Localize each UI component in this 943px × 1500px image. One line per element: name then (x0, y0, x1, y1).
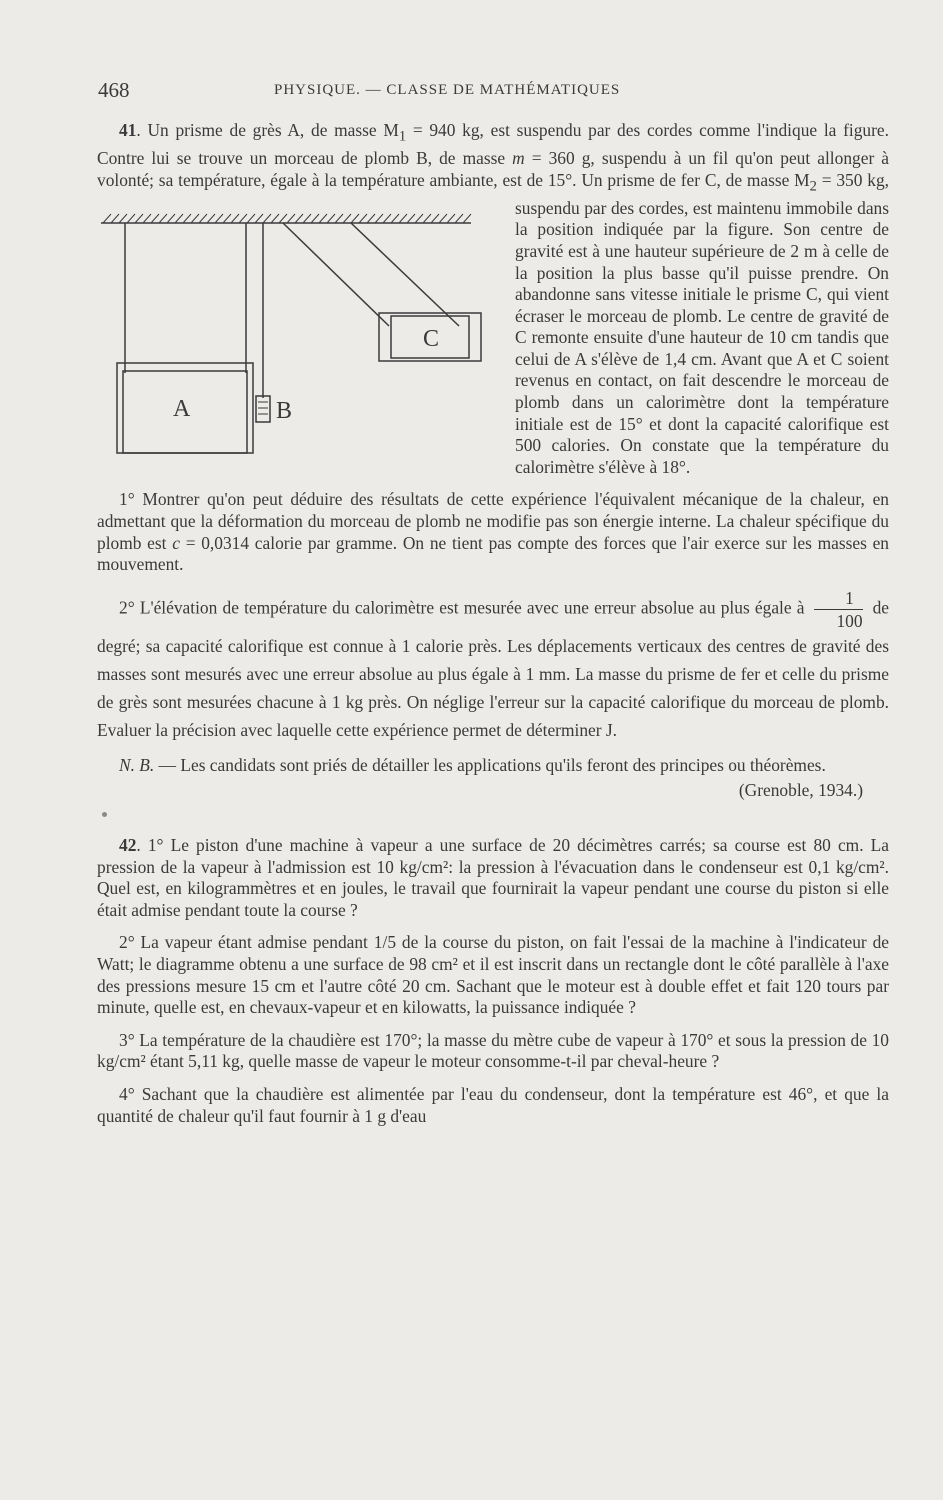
problem-41-text-c: = 360 g, suspendu à un fil qu'on peut allonger à volonté; sa température, égale à la température ambiante, est de 15°. Un prisme de fer C, de masse M (97, 148, 890, 190)
q1-text-a: 1° Montrer qu'on peut déduire des résultats de cette expérience l'équivalent mécanique de la chaleur, en admettant que la déformation du morceau de plomb ne modifie pas son énergie interne. La chaleur spécifique du plomb est (97, 489, 889, 553)
label-b: B (276, 397, 293, 424)
problem-41-note (97, 755, 889, 777)
problem-41-intro (97, 120, 889, 478)
fraction (814, 587, 862, 632)
running-head: PHYSIQUE. — CLASSE DE MATHÉMATIQUES (274, 82, 621, 98)
problem-41-question-2 (97, 587, 889, 744)
mass-symbol: m (512, 148, 525, 169)
problem-41-question-1 (97, 489, 889, 575)
q1-text-b: = 0,0314 calorie par gramme. On ne tient pas compte des forces que l'air exerce sur les masses en mouvement. (97, 532, 889, 575)
problem-41-text-d: = 350 kg, suspendu par des cordes, est maintenu immobile dans la position indiquée par la figure. Son centre de gravité est à une hauteur supérieure de 2 m à celle de la position la plus basse qu'il puisse prendre. On abandonne sans vitesse initiale le prisme C, qui vient écraser le morceau de plomb. Le centre de gravité de C remonte ensuite d'une hauteur de 10 cm tandis que celui de A s'élève de 1,4 cm. Avant que A et C soient revenus en contact, on fait descendre le morceau de plomb dans un calorimètre dont la température initiale est de 15° et dont la capacité calorifique est 500 calories. On constate que la température du calorimètre s'élève à 18°. (515, 169, 889, 477)
nb-text: — Les candidats sont priés de détailler les applications qu'ils feront des principes ou théorèmes. (154, 754, 826, 775)
problem-41-text-b: = 940 kg, est suspendu par des cordes comme l'indique la figure. Contre lui se trouve un morceau de plomb B, de masse (97, 120, 889, 169)
problem-42-question-4: 4° Sachant que la chaudière est alimentée par l'eau du condenseur, dont la température est 46°, et que la quantité de chaleur qu'il faut fournir à 1 g d'eau (97, 1083, 889, 1126)
problem-41-text-a: . Un prisme de grès A, de masse M (136, 120, 399, 140)
ceiling-hatching (103, 214, 471, 223)
problem-41-source: (Grenoble, 1934.) (738, 780, 863, 801)
subscript-1: 1 (398, 128, 407, 145)
problem-number: 41 (119, 120, 137, 140)
page-header (98, 78, 893, 102)
page-number: 468 (98, 78, 130, 102)
lead-b (256, 396, 270, 422)
fraction-numerator: 1 (814, 587, 862, 610)
label-c: C (423, 325, 440, 352)
q2-text-b: de degré; sa capacité calorifique est connue à 1 calorie près. Les déplacements verticaux des centres de gravité des masses sont mesurés avec une erreur absolue au plus égale à 1 mm. La masse du prisme de fer et celle du prisme de grès sont mesurées chacune à 1 kg près. On néglige l'erreur sur la capacité calorifique du morceau de plomb. Evaluer la précision avec laquelle cette expérience permet de déterminer J. (97, 597, 889, 740)
label-a: A (173, 395, 191, 422)
nb-label: N. B. (119, 754, 155, 775)
problem-number: 42 (119, 835, 137, 855)
figure-diagram (93, 198, 505, 486)
lead-b-stripes (258, 402, 268, 414)
problem-42-question-3: 3° La température de la chaudière est 170°; la masse du mètre cube de vapeur à 170° et sous la pression de 10 kg/cm² étant 5,11 kg, quelle masse de vapeur le moteur consomme-t-il par cheval-heure ? (97, 1029, 889, 1072)
fraction-denominator: 100 (836, 610, 863, 631)
q2-text-a: 2° L'élévation de température du calorimètre est mesurée avec une erreur absolue au plus égale à (119, 597, 805, 618)
cord-c-right (351, 223, 459, 326)
problem-42-question-1 (97, 835, 889, 921)
subscript-2: 2 (809, 178, 817, 195)
problem-42-question-2: 2° La vapeur étant admise pendant 1/5 de la course du piston, on fait l'essai de la machine à l'indicateur de Watt; le diagramme obtenu a une surface de 98 cm² et il est inscrit dans un rectangle dont le côté parallèle à l'axe des pressions mesure 15 cm et l'autre côté 20 cm. Sachant que le moteur est à double effet et fait 120 tours par minute, quelle est, en chevaux-vapeur et en kilowatts, la puissance indiquée ? (97, 932, 889, 1018)
problem-42-text-1: . 1° Le piston d'une machine à vapeur a une surface de 20 décimètres carrés; sa course est 80 cm. La pression de la vapeur à l'admission est 10 kg/cm²: la pression à l'évacuation dans le condenseur est 0,1 kg/cm². Quel est, en kilogrammètres et en joules, le travail que fournirait la vapeur pendant une course du piston si elle était admise pendant toute la course ? (97, 835, 889, 920)
cord-c-left (283, 223, 389, 326)
figure-prisms (93, 198, 505, 486)
page-body (97, 120, 889, 1127)
specific-heat-symbol: c (172, 532, 180, 553)
